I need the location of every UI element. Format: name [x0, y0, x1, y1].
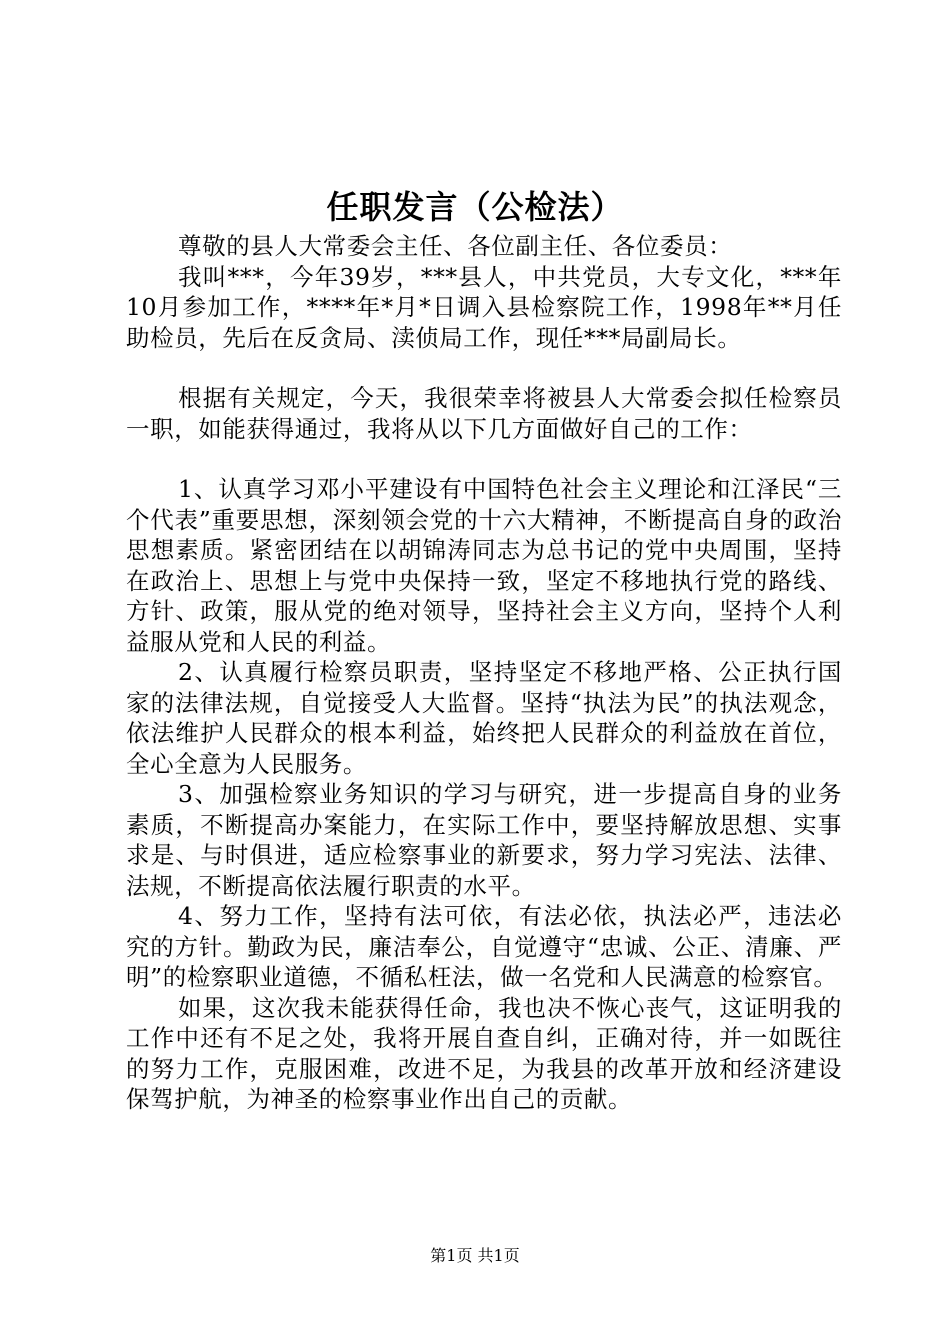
salutation: 尊敬的县人大常委会主任、各位副主任、各位委员：	[178, 232, 733, 260]
paragraph-item-4: 4、努力工作，坚持有法可依，有法必依，执法必严，违法必究的方针。勤政为民，廉洁奉公，自觉遵守“忠诚、公正、清廉、严明”的检察职业道德，不循私枉法，做一名党和人民满意的检察官。	[126, 902, 842, 991]
document-title: 任职发言（公检法）	[326, 188, 624, 226]
paragraph-closing: 如果，这次我未能获得任命，我也决不恢心丧气，这证明我的工作中还有不足之处，我将开展自查自纠，正确对待，并一如既往的努力工作，克服困难，改进不足，为我县的改革开放和经济建设保驾护航，为神圣的检察事业作出自己的贡献。	[126, 993, 842, 1113]
paragraph-item-2: 2、认真履行检察员职责，坚持坚定不移地严格、公正执行国家的法律法规，自觉接受人大监督。坚持“执法为民”的执法观念，依法维护人民群众的根本利益，始终把人民群众的利益放在首位，全心全意为人民服务。	[126, 658, 842, 778]
paragraph-intro: 我叫***，今年39岁，***县人，中共党员，大专文化，***年10月参加工作，****年*月*日调入县检察院工作，1998年**月任助检员，先后在反贪局、渎侦局工作，现任***局副局长。	[126, 262, 842, 352]
paragraph-item-1: 1、认真学习邓小平建设有中国特色社会主义理论和江泽民“三个代表”重要思想，深刻领会党的十六大精神，不断提高自身的政治思想素质。紧密团结在以胡锦涛同志为总书记的党中央周围，坚持在政治上、思想上与党中央保持一致，坚定不移地执行党的路线、方针、政策，服从党的绝对领导，坚持社会主义方向，坚持个人利益服从党和人民的利益。	[126, 475, 842, 656]
page-number-footer: 第1页 共1页	[430, 1246, 520, 1265]
paragraph-item-3: 3、加强检察业务知识的学习与研究，进一步提高自身的业务素质，不断提高办案能力，在实际工作中，要坚持解放思想、实事求是、与时俱进，适应检察事业的新要求，努力学习宪法、法律、法规，不断提高依法履行职责的水平。	[126, 780, 842, 900]
document-body	[126, 231, 842, 1115]
paragraph-purpose: 根据有关规定，今天，我很荣幸将被县人大常委会拟任检察员一职，如能获得通过，我将从以下几方面做好自己的工作：	[126, 384, 842, 443]
